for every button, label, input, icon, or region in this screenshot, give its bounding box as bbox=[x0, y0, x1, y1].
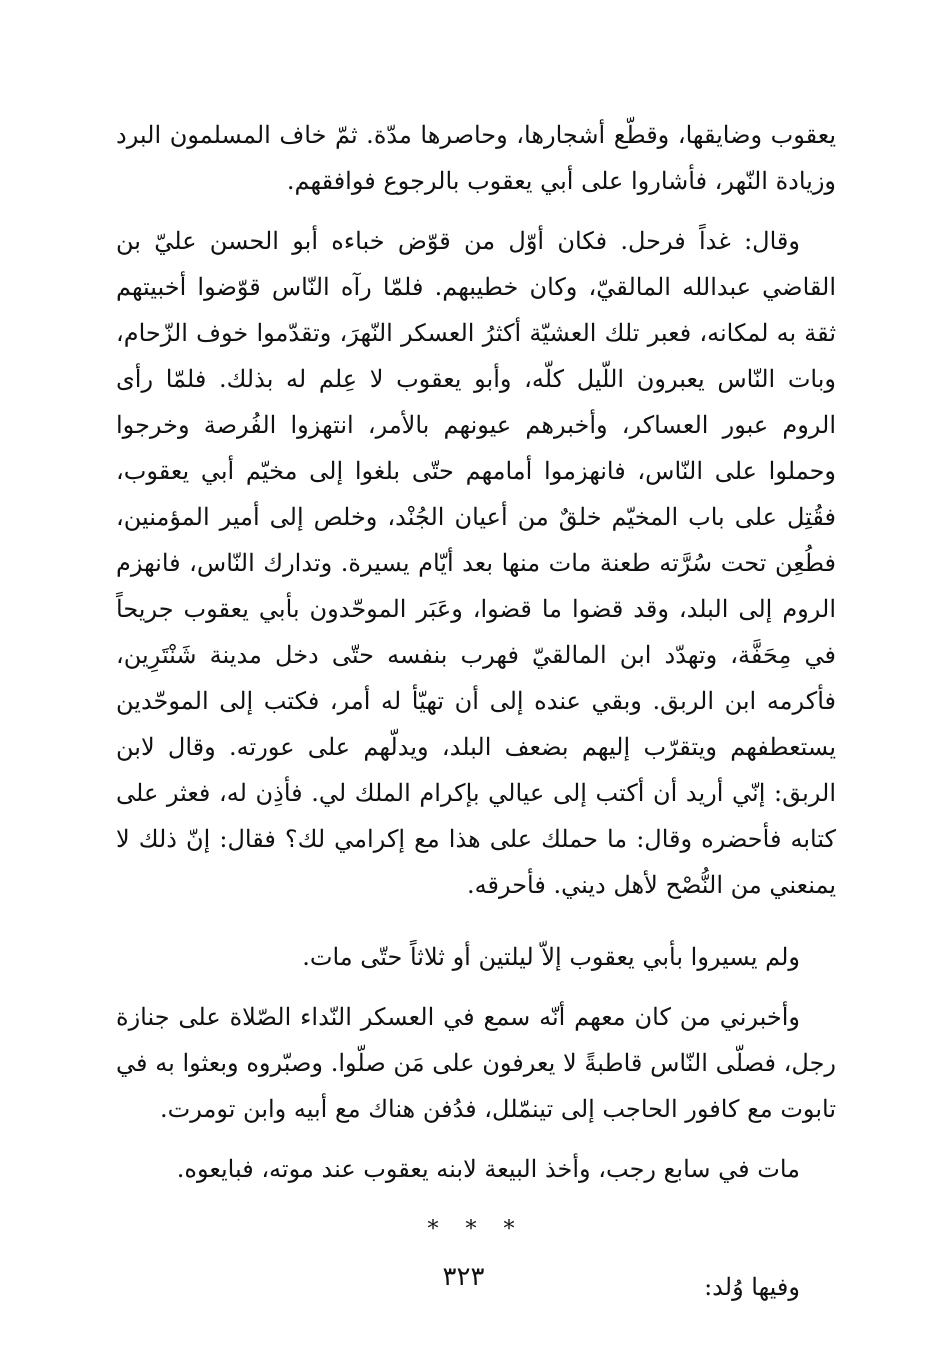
paragraph-4: وأخبرني من كان معهم أنّه سمع في العسكر النّداء الصّلاة على جنازة رجل، فصلّى النّاس قاطبةً لا يعرفون على مَن صلّوا. وصبّروه وبعثوا به في تابوت مع كافور الحاجب إلى تينمّلل، فدُفن هناك مع أبيه وابن تومرت. bbox=[116, 1003, 836, 1123]
page-body bbox=[116, 112, 836, 1310]
section-separator: * * * bbox=[427, 1217, 525, 1242]
page-number: ٣٢٣ bbox=[442, 1262, 485, 1292]
paragraph-5: مات في سابع رجب، وأخذ البيعة لابنه يعقوب عند موته، فبايعوه. bbox=[176, 1155, 800, 1183]
paragraph-3: ولم يسيروا بأبي يعقوب إلاّ ليلتين أو ثلاثاً حتّى مات. bbox=[302, 943, 800, 971]
paragraph-1: يعقوب وضايقها، وقطّع أشجارها، وحاصرها مدّة. ثمّ خاف المسلمون البرد وزيادة النّهر، فأشاروا على أبي يعقوب بالرجوع فوافقهم. bbox=[116, 121, 836, 195]
paragraph-2: وقال: غداً فرحل. فكان أوّل من قوّض خباءه أبو الحسن عليّ بن القاضي عبدالله المالقيّ، وكان خطيبهم. فلمّا رآه النّاس قوّضوا أخبيتهم ثقة به لمكانه، فعبر تلك العشيّة أكثرُ العسكر النّهرَ، وتقدّموا خوف الزّحام، وبات النّاس يعبرون اللّيل كلّه، وأبو يعقوب لا عِلم له بذلك. فلمّا رأى الروم عبور العساكر، وأخبرهم عيونهم بالأمر، انتهزوا الفُرصة وخرجوا وحملوا على النّاس، فانهزموا أمامهم حتّى بلغوا إلى مخيّم أبي يعقوب، فقُتِل على باب المخيّم خلقٌ من أعيان الجُنْد، وخلص إلى أمير المؤمنين، فطُعِن تحت سُرَّته طعنة مات منها بعد أيّام يسيرة. وتدارك النّاس، فانهزم الروم إلى البلد، وقد قضوا ما قضوا، وعَبَر الموحّدون بأبي يعقوب جريحاً في مِحَفَّة، وتهدّد ابن المالقيّ فهرب بنفسه حتّى دخل مدينة شَنْتَرِين، فأكرمه ابن الربق. وبقي عنده إلى أن تهيّأ له أمر، فكتب إلى الموحّدين يستعطفهم ويتقرّب إليهم بضعف البلد، ويدلّهم على عورته. وقال لابن الربق: إنّي أريد أن أكتب إلى عيالي بإكرام الملك لي. فأذِن له، فعثر على كتابه فأحضره وقال: ما حملك على هذا مع إكرامي لك؟ فقال: إنّ ذلك لا يمنعني من النُّصْح لأهل ديني. فأحرقه. bbox=[116, 227, 836, 899]
section-heading: وفيها وُلد: bbox=[704, 1273, 800, 1301]
